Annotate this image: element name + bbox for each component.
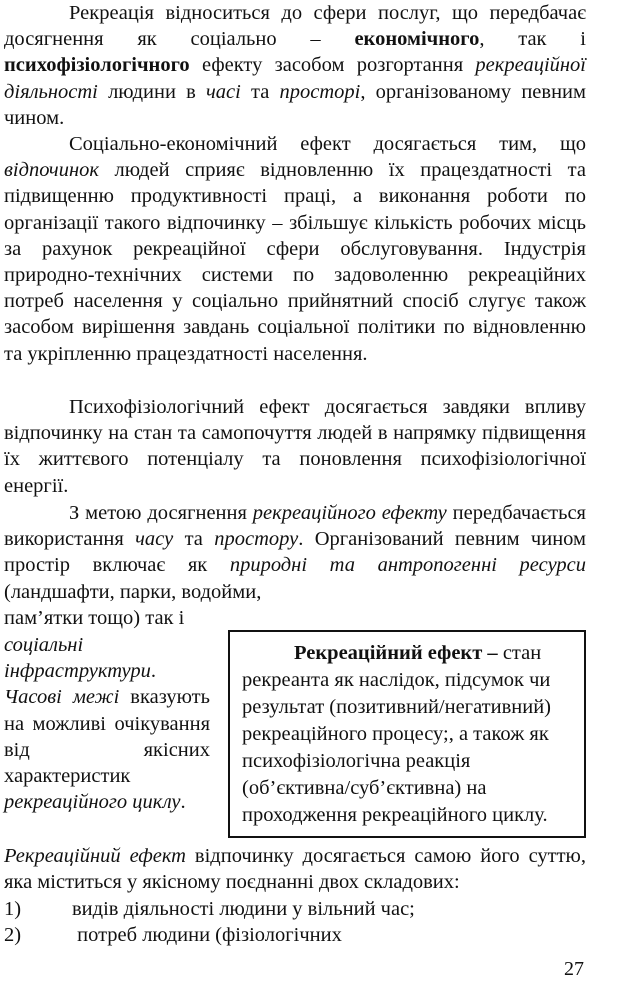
list-item-number: 2) bbox=[4, 924, 22, 947]
text-run: передбачається використання bbox=[4, 502, 586, 551]
paragraph-1 bbox=[4, 0, 586, 131]
float-left-column bbox=[4, 632, 210, 815]
list-item bbox=[4, 896, 586, 922]
text-run: та bbox=[173, 528, 215, 551]
italic-text: відпочинок bbox=[4, 159, 99, 182]
float-left-text bbox=[4, 632, 210, 815]
list-item-text: потреб людини (фізіологічних bbox=[72, 924, 342, 947]
page-number: 27 bbox=[564, 958, 584, 980]
italic-text: Часові межі bbox=[4, 686, 120, 709]
text-run: та bbox=[240, 80, 280, 103]
text-run: , так і bbox=[479, 28, 586, 51]
list-item bbox=[4, 922, 586, 948]
text-run: Психофізіологічний ефект досягається завдяки впливу відпочинку на стан та самопочуття людей в напрямку підвищення їх життєвого потенціалу та поновлення психофізіологічної енергії. bbox=[4, 396, 586, 497]
definition-term: Рекреаційний ефект – bbox=[294, 642, 498, 664]
definition-text bbox=[242, 640, 574, 829]
bold-text: психофізіологічного bbox=[4, 54, 190, 77]
text-run: . bbox=[180, 791, 186, 814]
text-run: Рекреація відноситься до сфери послуг, що передбачає досягнення як соціально – bbox=[4, 2, 586, 51]
italic-text: просторі bbox=[279, 80, 361, 103]
text-run: (ландшафти, парки, водойми, bbox=[4, 580, 262, 603]
text-run: відпочинку досягається самою його суттю, яка міститься у якісному поєднанні двох складових: bbox=[4, 845, 587, 894]
text-run: ефекту засобом розгортання bbox=[189, 54, 476, 77]
list-item-number: 1) bbox=[4, 898, 22, 920]
definition-body: стан рекреанта як наслідок, підсумок чи результат (позитивний/негативний) рекреаційного процесу;, а також як психофізіологічна реакція (об’єктивна/суб’єктивна) на проходження рекреаційного циклу. bbox=[242, 642, 552, 826]
text-run: пам’ятки тощо) так і bbox=[4, 607, 185, 629]
bold-text: економічного bbox=[354, 28, 480, 51]
paragraph-5 bbox=[4, 843, 586, 895]
italic-text: простору bbox=[214, 528, 299, 551]
italic-text: рекреаційного циклу bbox=[4, 791, 181, 814]
italic-text: соціальні інфраструктури bbox=[4, 634, 151, 683]
text-run: . bbox=[150, 660, 156, 683]
text-run: , організованому певним чином. bbox=[4, 80, 586, 129]
text-run: людей сприяє відновленню їх працездатності та підвищенню продуктивності праці, а виконання роботи по організації такого відпочинку – збільшує кількість робочих місць за рахунок рекреаційної сфери обслуговування. Індустрія природно-технічних системи по задоволенню рекреаційних потреб населення у соціально прийнятний спосіб слугує також засобом вирішення завдань соціальної політики по відновленню та укріпленню працездатності населення. bbox=[4, 159, 586, 365]
text-run: вказують на можливі очікування від якісних характеристик bbox=[4, 686, 210, 788]
paragraph-3 bbox=[4, 394, 586, 499]
italic-text: часу bbox=[135, 528, 174, 551]
definition-box bbox=[228, 630, 586, 838]
list-item-text: видів діяльності людини у вільний час; bbox=[72, 898, 415, 920]
italic-text: рекреаційного ефекту bbox=[252, 502, 447, 524]
paragraph-4-last-line bbox=[4, 605, 224, 631]
text-run: . Організований певним чином простір включає як bbox=[4, 528, 586, 577]
text-run: людини в bbox=[97, 80, 206, 103]
italic-text: часі bbox=[205, 80, 241, 103]
paragraph-4 bbox=[4, 500, 586, 605]
numbered-list bbox=[4, 896, 586, 948]
italic-text: Рекреаційний ефект bbox=[4, 845, 186, 867]
text-run: З метою досягнення bbox=[69, 502, 253, 524]
text-run: Соціально-економічний ефект досягається тим, що bbox=[69, 133, 586, 155]
paragraph-2 bbox=[4, 131, 586, 367]
italic-text: природні та антропогенні ресурси bbox=[229, 554, 587, 577]
italic-text: рекреаційної діяльності bbox=[4, 54, 586, 103]
